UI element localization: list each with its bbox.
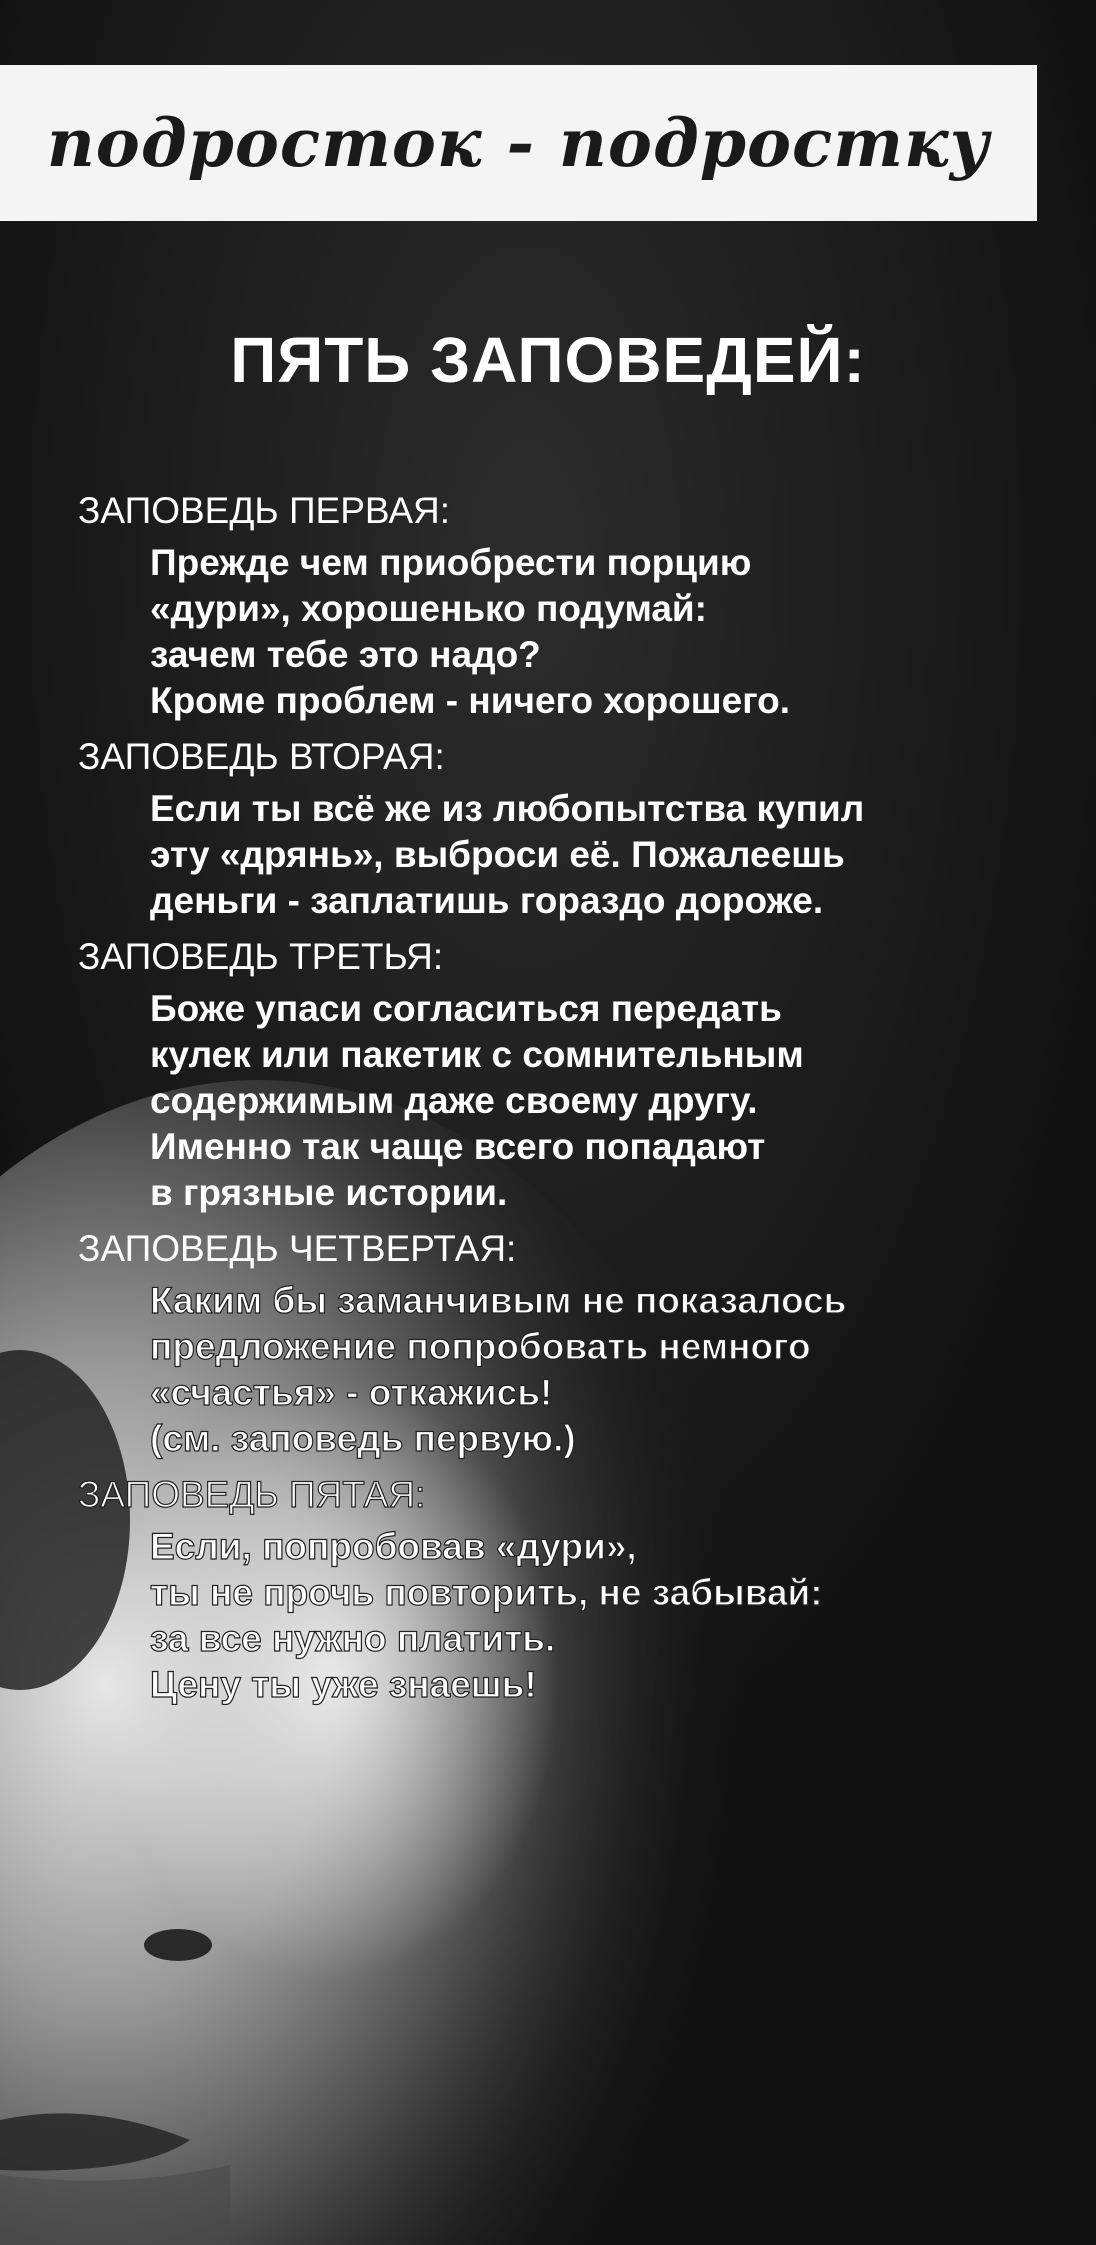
commandment-body: [150, 786, 1078, 924]
commandment-3: [78, 933, 1078, 1216]
commandment-line: Цену ты уже знаешь!: [150, 1664, 537, 1705]
header-banner: [0, 65, 1037, 221]
commandment-body: [150, 1278, 1078, 1462]
commandment-line: зачем тебе это надо?: [150, 634, 541, 675]
commandment-line: Если ты всё же из любопытства купил: [150, 788, 865, 829]
commandment-line: Именно так чаще всего попадают: [150, 1126, 766, 1167]
commandment-line: предложение попробовать немного: [150, 1326, 811, 1367]
commandment-heading: ЗАПОВЕДЬ ПЯТАЯ:: [78, 1474, 426, 1515]
commandment-line: эту «дрянь», выброси её. Пожалеешь: [150, 834, 845, 875]
commandment-heading: ЗАПОВЕДЬ ТРЕТЬЯ:: [78, 936, 444, 977]
commandment-1: [78, 487, 1078, 724]
commandment-line: за все нужно платить.: [150, 1618, 556, 1659]
commandment-heading: ЗАПОВЕДЬ ВТОРАЯ:: [78, 736, 445, 777]
commandment-heading: ЗАПОВЕДЬ ЧЕТВЕРТАЯ:: [78, 1228, 517, 1269]
commandment-line: Если, попробовав «дури»,: [150, 1526, 637, 1567]
commandment-line: деньги - заплатишь гораздо дороже.: [150, 880, 824, 921]
commandment-2: [78, 733, 1078, 924]
commandment-heading: ЗАПОВЕДЬ ПЕРВАЯ:: [78, 490, 451, 531]
banner-text: подросток - подростку: [46, 104, 991, 182]
commandment-body: [150, 540, 1078, 724]
commandment-line: Кроме проблем - ничего хорошего.: [150, 680, 791, 721]
commandment-5: [78, 1471, 1078, 1708]
commandment-line: «дури», хорошенько подумай:: [150, 588, 707, 629]
commandment-line: Прежде чем приобрести порцию: [150, 542, 752, 583]
main-title: ПЯТЬ ЗАПОВЕДЕЙ:: [230, 324, 866, 396]
commandment-line: «счастья» - откажись!: [150, 1372, 553, 1413]
commandment-body: [150, 1524, 1078, 1708]
commandment-line: кулек или пакетик с сомнительным: [150, 1034, 804, 1075]
commandment-line: в грязные истории.: [150, 1172, 508, 1213]
commandment-line: содержимым даже своему другу.: [150, 1080, 758, 1121]
commandment-line: Каким бы заманчивым не показалось: [150, 1280, 847, 1321]
commandment-line: (см. заповедь первую.): [150, 1418, 576, 1459]
commandment-line: ты не прочь повторить, не забывай:: [150, 1572, 823, 1613]
commandment-body: [150, 986, 1078, 1216]
commandment-4: [78, 1225, 1078, 1462]
commandment-line: Боже упаси согласиться передать: [150, 988, 782, 1029]
commandments-list: [78, 487, 1078, 1717]
